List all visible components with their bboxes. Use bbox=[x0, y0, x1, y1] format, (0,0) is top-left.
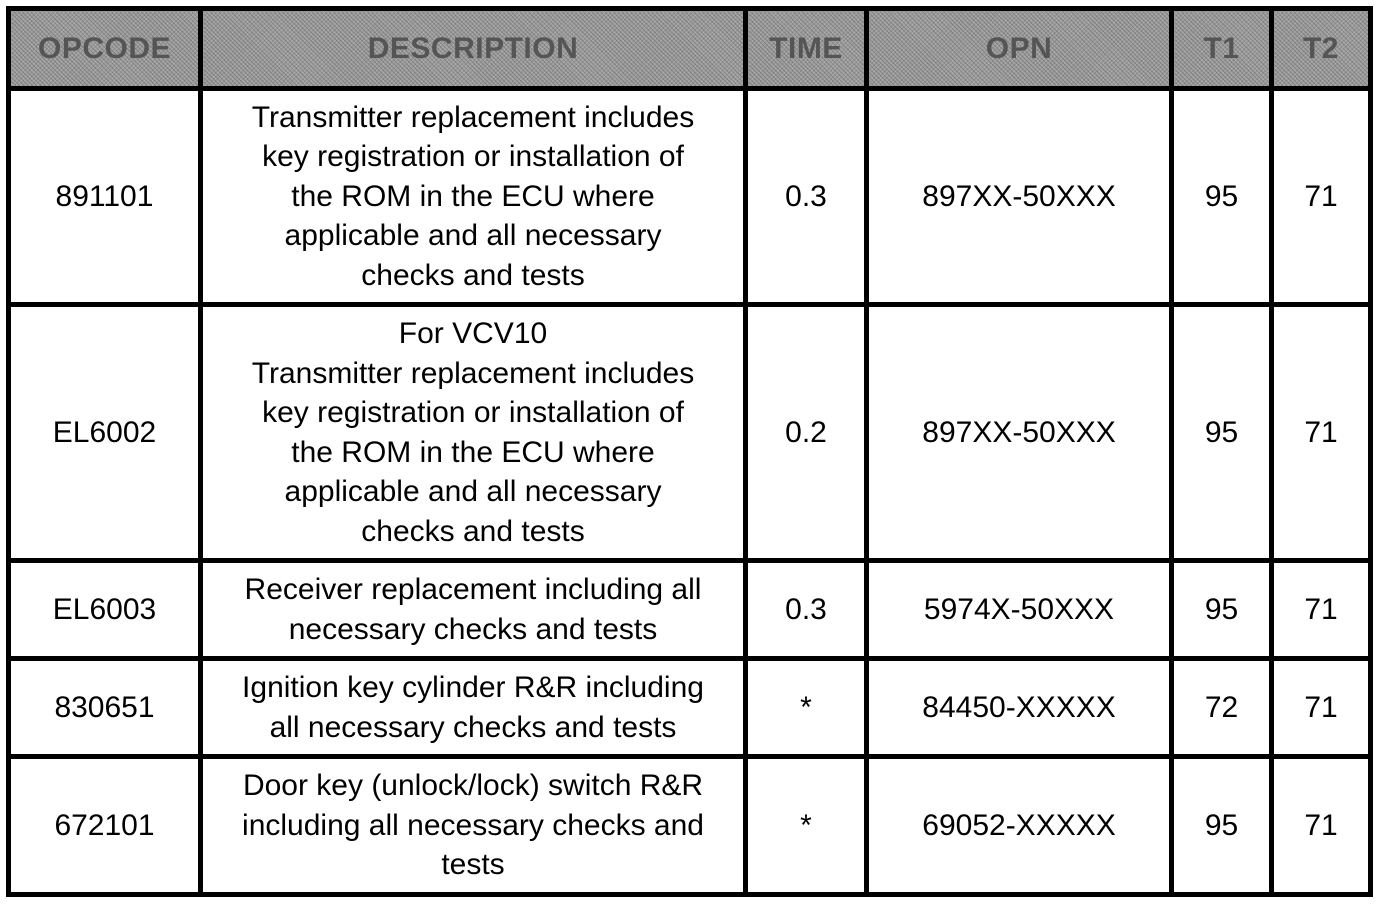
cell-t2: 71 bbox=[1272, 561, 1371, 659]
cell-opcode: EL6002 bbox=[9, 305, 201, 561]
cell-t2: 71 bbox=[1272, 305, 1371, 561]
cell-opcode: 830651 bbox=[9, 659, 201, 757]
header-t2: T2 bbox=[1272, 9, 1371, 89]
cell-t2: 71 bbox=[1272, 757, 1371, 895]
cell-t2: 71 bbox=[1272, 89, 1371, 305]
cell-t1: 72 bbox=[1172, 659, 1272, 757]
cell-opn: 5974X-50XXX bbox=[867, 561, 1172, 659]
header-opn: OPN bbox=[867, 9, 1172, 89]
warranty-opcode-table bbox=[6, 6, 1373, 897]
header-t1: T1 bbox=[1172, 9, 1272, 89]
cell-t1: 95 bbox=[1172, 561, 1272, 659]
cell-time: * bbox=[746, 757, 867, 895]
cell-description: Transmitter replacement includes key registration or installation of the ROM in the ECU where applicable and all necessary checks and tests bbox=[201, 89, 746, 305]
cell-opn: 69052-XXXXX bbox=[867, 757, 1172, 895]
cell-description: Door key (unlock/lock) switch R&R including all necessary checks and tests bbox=[201, 757, 746, 895]
cell-time: * bbox=[746, 659, 867, 757]
cell-opn: 897XX-50XXX bbox=[867, 305, 1172, 561]
table-row bbox=[9, 659, 1371, 757]
cell-description: For VCV10 Transmitter replacement includes key registration or installation of the ROM in the ECU where applicable and all necessary checks and tests bbox=[201, 305, 746, 561]
cell-t2: 71 bbox=[1272, 659, 1371, 757]
cell-time: 0.2 bbox=[746, 305, 867, 561]
table-row bbox=[9, 89, 1371, 305]
cell-opcode: EL6003 bbox=[9, 561, 201, 659]
header-description: DESCRIPTION bbox=[201, 9, 746, 89]
table-row bbox=[9, 757, 1371, 895]
cell-description: Receiver replacement including all necessary checks and tests bbox=[201, 561, 746, 659]
table-row bbox=[9, 305, 1371, 561]
cell-time: 0.3 bbox=[746, 561, 867, 659]
cell-opn: 84450-XXXXX bbox=[867, 659, 1172, 757]
cell-opcode: 891101 bbox=[9, 89, 201, 305]
cell-t1: 95 bbox=[1172, 89, 1272, 305]
cell-opcode: 672101 bbox=[9, 757, 201, 895]
cell-opn: 897XX-50XXX bbox=[867, 89, 1172, 305]
cell-time: 0.3 bbox=[746, 89, 867, 305]
cell-description: Ignition key cylinder R&R including all necessary checks and tests bbox=[201, 659, 746, 757]
header-opcode: OPCODE bbox=[9, 9, 201, 89]
header-time: TIME bbox=[746, 9, 867, 89]
header-row bbox=[9, 9, 1371, 89]
cell-t1: 95 bbox=[1172, 757, 1272, 895]
table-row bbox=[9, 561, 1371, 659]
cell-t1: 95 bbox=[1172, 305, 1272, 561]
